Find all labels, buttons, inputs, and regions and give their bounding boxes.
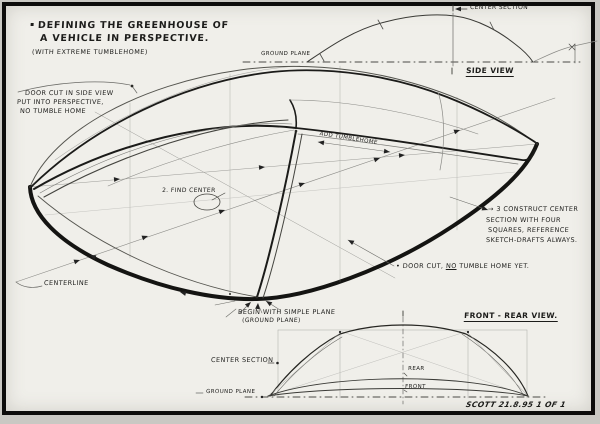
begin-note-line2: (GROUND PLANE) (241, 317, 301, 324)
door-cut-note-line2: PUT INTO PERSPECTIVE, (16, 98, 105, 106)
title-bullet: ▪ (29, 21, 36, 28)
door-cut-note-line3: NO TUMBLE HOME (19, 107, 87, 115)
construct-note-line4: SKETCH-DRAFTS ALWAYS. (485, 236, 578, 244)
fr-ground-plane-label: GROUND PLANE (205, 389, 256, 395)
construct-note-line1: → 3 CONSTRUCT CENTER (487, 205, 579, 213)
find-center-label: 2. FIND CENTER (161, 187, 216, 194)
page-subtitle: (WITH EXTREME TUMBLEHOME) (31, 48, 149, 56)
fr-rear-label: REAR (407, 366, 425, 372)
side-view-heading: SIDE VIEW (465, 66, 515, 75)
side-ground-plane-label: GROUND PLANE (260, 51, 311, 57)
door-cut-note-line1: DOOR CUT IN SIDE VIEW (24, 89, 114, 97)
side-center-section-label: CENTER SECTION (469, 4, 529, 11)
construct-note-line2: SECTION WITH FOUR (485, 216, 562, 224)
fr-center-section-label: CENTER SECTION (210, 356, 274, 364)
front-rear-heading: FRONT - REAR VIEW. (463, 311, 558, 320)
page-title-line2: A VEHICLE IN PERSPECTIVE. (39, 33, 210, 44)
add-tumblehome-label: ADD TUMBLEHOME (318, 131, 379, 147)
centerline-label: CENTERLINE (43, 279, 89, 287)
artist-signature: SCOTT 21.8.95 1 OF 1 (465, 400, 567, 409)
begin-note-line1: BEGIN WITH SIMPLE PLANE (237, 308, 336, 316)
door-cut-bottom-note: • DOOR CUT, NO TUMBLE HOME YET. (395, 262, 530, 270)
fr-front-label: FRONT (404, 384, 427, 390)
page-title-line1: ▪ DEFINING THE GREENHOUSE OF (29, 20, 230, 31)
construct-note-line3: SQUARES, REFERENCE (487, 226, 570, 234)
